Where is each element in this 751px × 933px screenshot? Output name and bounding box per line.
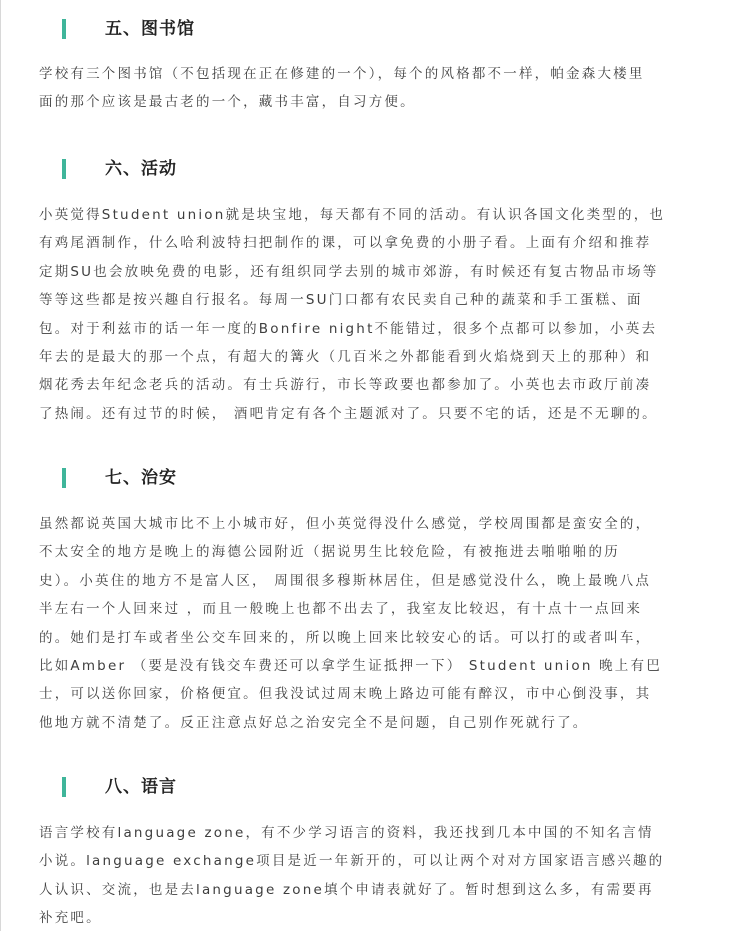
paragraph-line: 了热闹。还有过节的时候， 酒吧肯定有各个主题派对了。只要不宅的话，还是不无聊的。 [39, 405, 658, 422]
paragraph-line: 年去的是最大的那一个点，有超大的篝火（几百米之外都能看到火焰烧到天上的那种）和 [39, 349, 652, 366]
section-paragraph-safety [39, 510, 711, 737]
paragraph-line: 有鸡尾酒制作，什么哈利波特扫把制作的课，可以拿免费的小册子看。上面有介绍和推荐 [39, 235, 652, 252]
section-title: 七、治安 [105, 468, 177, 488]
paragraph-line: 史）。小英住的地方不是富人区， 周围很多穆斯林居住，但是感觉没什么，晚上最晚八点 [39, 572, 652, 589]
paragraph-line: 的。她们是打车或者坐公交车回来的，所以晚上回来比较安心的话。可以打的或者叫车， [39, 629, 652, 646]
paragraph-line: 虽然都说英国大城市比不上小城市好，但小英觉得没什么感觉，学校周围都是蛮安全的， [39, 516, 652, 532]
section-paragraph-language [39, 819, 711, 933]
paragraph-line: 人认识、交流，也是去language zone填个申请表就好了。暂时想到这么多，有需要再 [39, 881, 654, 898]
paragraph-line: 不太安全的地方是晚上的海德公园附近（据说男生比较危险，有被拖进去啪啪啪的历 [39, 544, 620, 561]
paragraph-line: 小说。language exchange项目是近一年新开的，可以让两个对对方国家语言感兴趣的 [39, 853, 665, 870]
section-heading-safety [0, 466, 751, 492]
section-heading-language [0, 775, 751, 801]
paragraph-line: 面的那个应该是最古老的一个，藏书丰富，自习方便。 [39, 94, 416, 111]
section-heading-library [0, 17, 751, 43]
paragraph-line: 烟花秀去年纪念老兵的活动。有士兵游行，市长等政要也都参加了。小英也去市政厅前凑 [39, 377, 652, 394]
paragraph-line: 士，可以送你回家，价格便宜。但我没试过周末晚上路边可能有醉汉，市中心倒没事，其 [39, 686, 652, 703]
paragraph-line: 定期SU也会放映免费的电影，还有组织同学去别的城市郊游，有时候还有复古物品市场等 [39, 263, 659, 280]
paragraph-line: 半左右一个人回来过 ，而且一般晚上也都不出去了，我室友比较迟，有十点十一点回来 [39, 601, 643, 618]
section-paragraph-library [39, 60, 711, 117]
paragraph-line: 语言学校有language zone，有不少学习语言的资料，我还找到几本中国的不知名言情 [39, 825, 654, 841]
heading-accent-bar [62, 19, 66, 39]
section-paragraph-activities [39, 201, 711, 428]
paragraph-line: 小英觉得Student union就是块宝地，每天都有不同的活动。有认识各国文化类型的，也 [39, 207, 666, 223]
paragraph-line: 学校有三个图书馆（不包括现在正在修建的一个），每个的风格都不一样，帕金森大楼里 [39, 66, 645, 82]
paragraph-line: 他地方就不清楚了。反正注意点好总之治安完全不是问题，自己别作死就行了。 [39, 714, 589, 731]
heading-accent-bar [62, 777, 66, 797]
heading-accent-bar [62, 159, 66, 179]
section-heading-activities [0, 157, 751, 183]
heading-accent-bar [62, 468, 66, 488]
paragraph-line: 补充吧。 [39, 910, 102, 927]
section-title: 八、语言 [105, 777, 177, 797]
paragraph-line: 等等这些都是按兴趣自行报名。每周一SU门口都有农民卖自己种的蔬菜和手工蛋糕、面 [39, 292, 643, 309]
paragraph-line: 比如Amber （要是没有钱交车费还可以拿学生证抵押一下） Student union 晚上有巴 [39, 658, 662, 675]
section-title: 五、图书馆 [105, 19, 195, 39]
section-title: 六、活动 [105, 159, 177, 179]
paragraph-line: 包。对于利兹市的话一年一度的Bonfire night不能错过，很多个点都可以参加，小英去 [39, 320, 658, 337]
